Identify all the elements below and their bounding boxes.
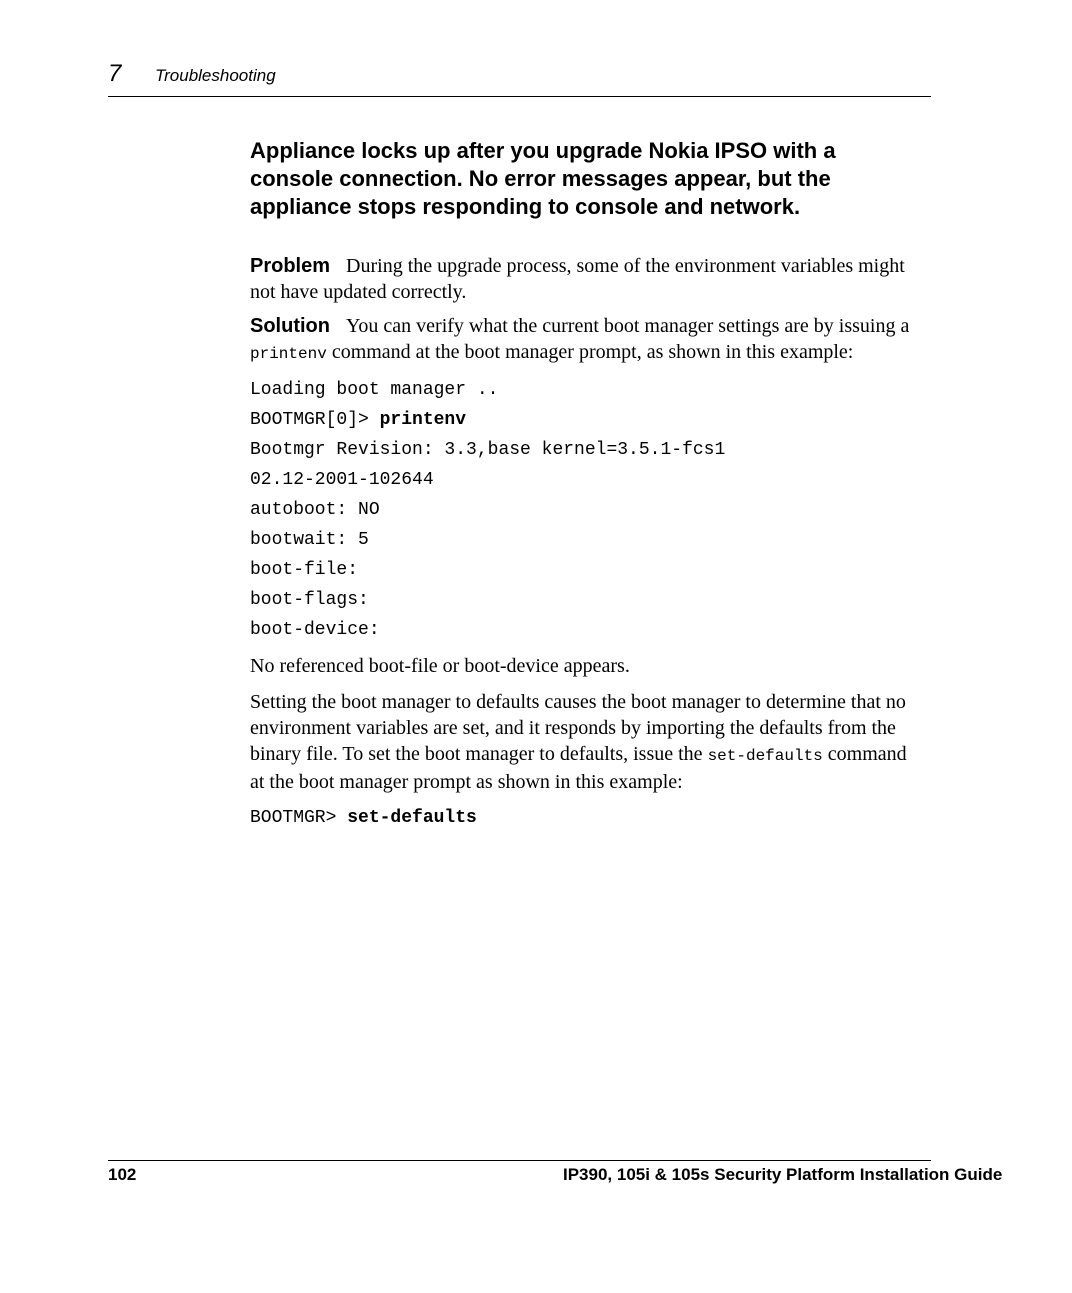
problem-text: During the upgrade process, some of the environment variables might not have updated correctly. [250, 255, 905, 303]
code-block-printenv [250, 375, 920, 645]
inline-code-printenv: printenv [250, 345, 327, 363]
code-line: bootwait: 5 [250, 530, 369, 550]
chapter-number: 7 [108, 60, 122, 87]
main-content [250, 137, 920, 833]
code-prompt: BOOTMGR> [250, 808, 348, 828]
page-header [108, 58, 931, 97]
no-reference-paragraph: No referenced boot-file or boot-device appears. [250, 655, 630, 677]
defaults-text-after: command at the boot manager prompt as shown in this example: [250, 743, 907, 793]
code-line: boot-flags: [250, 590, 369, 610]
guide-title: IP390, 105i & 105s Security Platform Installation Guide [563, 1165, 1003, 1184]
code-block-set-defaults [250, 803, 920, 833]
problem-label: Problem [250, 255, 331, 277]
solution-paragraph [250, 313, 920, 367]
code-line: boot-file: [250, 560, 359, 580]
code-line [250, 405, 920, 435]
code-line: autoboot: NO [250, 500, 380, 520]
code-line: Bootmgr Revision: 3.3,base kernel=3.5.1-fcs1 [250, 440, 726, 460]
code-command: printenv [379, 410, 467, 430]
defaults-paragraph [250, 689, 920, 795]
inline-code-set-defaults: set-defaults [707, 747, 823, 765]
solution-label: Solution [250, 315, 330, 337]
code-prompt: BOOTMGR[0]> [250, 410, 380, 430]
code-line: 02.12-2001-102644 [250, 470, 434, 490]
defaults-text-before: Setting the boot manager to defaults causes the boot manager to determine that no environment variables are set, and it responds by importing the defaults from the binary file. To set the boot manager to defaults, issue the [250, 691, 906, 765]
page-footer [108, 1160, 1003, 1184]
section-heading: Appliance locks up after you upgrade Nokia IPSO with a console connection. No error messages appear, but the appliance stops responding to console and network. [250, 138, 836, 219]
solution-text-before: You can verify what the current boot manager settings are by issuing a [345, 315, 910, 337]
code-line: boot-device: [250, 620, 380, 640]
chapter-title: Troubleshooting [155, 66, 276, 85]
page-number: 102 [108, 1165, 137, 1184]
code-line [250, 803, 920, 833]
code-line: Loading boot manager .. [250, 380, 499, 400]
solution-text-after: command at the boot manager prompt, as shown in this example: [326, 341, 854, 363]
code-command: set-defaults [347, 808, 477, 828]
problem-paragraph [250, 253, 920, 305]
